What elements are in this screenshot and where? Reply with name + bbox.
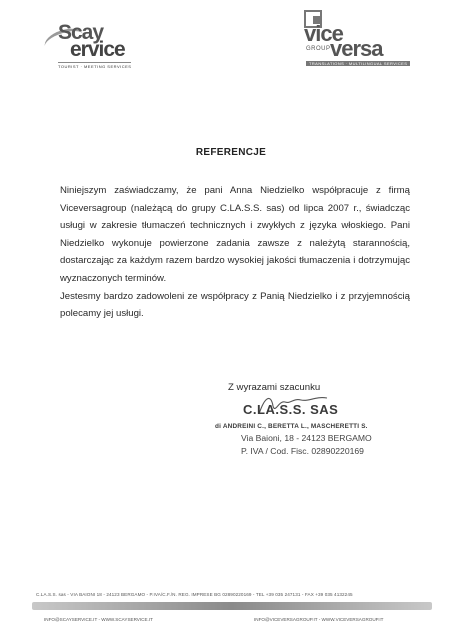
closing-salutation: Z wyrazami szacunku [228,382,321,393]
stamp-vat: P. IVA / Cod. Fisc. 02890220169 [241,446,364,456]
footer-company-line: C.LA.S.S. sas - VIA BAIONI 18 - 24123 BERGAMO - P.IVA/C.F./N. REG. IMPRESE BG 02890220169 - TEL +39 035 247131 - FAX +39 035 4132245 [36,592,353,597]
logo-right-line1: vice [304,21,343,46]
scayservice-logo [44,21,154,69]
footer-divider [32,602,432,610]
logo-left-line1: Scay [58,21,104,44]
stamp-partners: di ANDREINI C., BERETTA L., MASCHERETTI S. [215,423,368,430]
stamp-address: Via Baioni, 18 - 24123 BERGAMO [241,433,372,443]
footer-viceversa-contact: INFO@VICEVERSAGROUP.IT - WWW.VICEVERSAGROUP.IT [254,617,384,622]
letter-body [60,182,410,323]
logo-right-line2: versa [330,36,383,61]
body-paragraph-1: Niniejszym zaświadczamy, że pani Anna Niedzielko współpracuje z firmą Viceversagroup (należącą do grupy C.LA.S.S. sas) od lipca 2007 r., świadcząc usługi w zakresie tłumaczeń technicznych i zwykłych z języka włoskiego. Pani Niedzielko wykonuje powierzone zadania zawsze z należytą starannością, dostarczając za każdym razem bardzo wysokiej jakości tłumaczenia i dotrzymując wyznaczonych terminów. [60,185,410,284]
logo-right-group: GROUP [306,46,331,52]
company-stamp [215,392,393,462]
footer-scayservice-contact: INFO@SCAYSERVICE.IT - WWW.SCAYSERVICE.IT [44,617,153,622]
body-paragraph-2: Jestesmy bardzo zadowoleni ze współpracy z Panią Niedzielko i z przyjemnością polecamy jej usługi. [60,290,410,320]
logo-left-tagline: TOURIST · MEETING SERVICES [58,64,132,69]
logo-left-line2: ervice [70,38,125,61]
logo-right-tagline: TRANSLATIONS · MULTILINGUAL SERVICES [306,61,410,66]
stamp-company-name: C.LA.S.S. SAS [243,402,339,417]
viceversa-logo [300,10,440,66]
letter-title: REFERENCJE [195,147,267,158]
